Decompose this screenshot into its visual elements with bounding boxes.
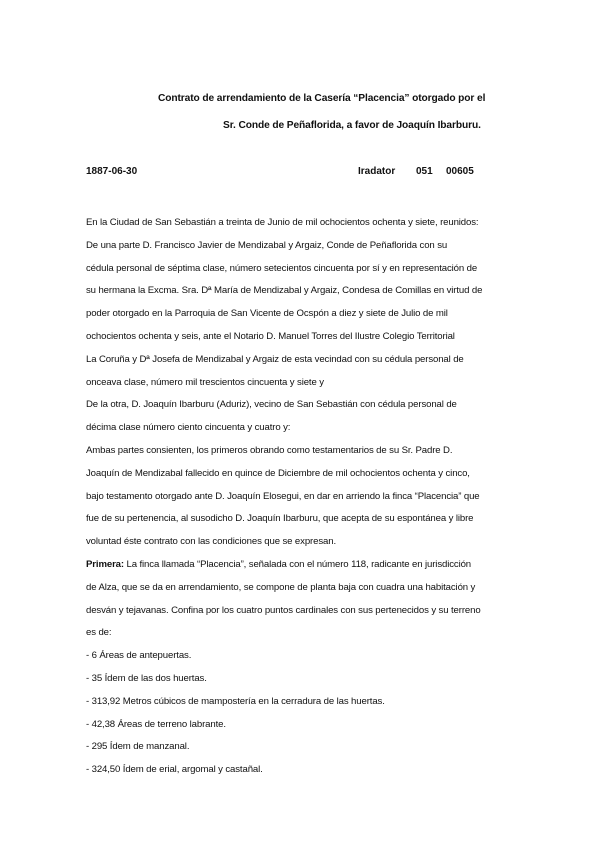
body-line: La Coruña y Dª Josefa de Mendizabal y Argaiz de esta vecindad con su cédula personal de <box>86 353 464 365</box>
body-line: En la Ciudad de San Sebastián a treinta de Junio de mil ochocientos ochenta y siete, reunidos: <box>86 217 479 228</box>
clause-line: es de: <box>86 627 112 639</box>
clause-first-line <box>86 554 526 577</box>
archive-label: Iradator <box>358 166 396 177</box>
body-line: ochocientos ochenta y seis, ante el Notario D. Manuel Torres del Ilustre Colegio Territorial <box>86 330 455 342</box>
list-item: - 42,38 Áreas de terreno labrante. <box>86 718 226 730</box>
archive-code-1: 051 <box>416 166 433 177</box>
list-item: - 6 Áreas de antepuertas. <box>86 650 192 662</box>
title-line-1: Contrato de arrendamiento de la Casería “Placencia” otorgado por el <box>158 93 486 104</box>
body-line: Joaquín de Mendizabal fallecido en quince de Diciembre de mil ochocientos ochenta y cinco, <box>86 467 470 479</box>
list-item: - 35 Ídem de las dos huertas. <box>86 672 207 684</box>
body-line: voluntad éste contrato con las condiciones que se expresan. <box>86 536 336 548</box>
body-line: poder otorgado en la Parroquia de San Vicente de Ocspón a diez y siete de Julio de mil <box>86 308 448 320</box>
list-item: - 324,50 Ídem de erial, argomal y castañal. <box>86 764 263 776</box>
body-line: bajo testamento otorgado ante D. Joaquín Elosegui, en dar en arriendo la finca “Placencia” que <box>86 490 480 502</box>
title-line-2: Sr. Conde de Peñaflorida, a favor de Joaquín Ibarburu. <box>223 120 481 131</box>
document-body <box>86 212 526 782</box>
archive-code-2: 00605 <box>446 166 474 177</box>
clause-first-label: Primera: <box>86 558 124 570</box>
body-line: De la otra, D. Joaquín Ibarburu (Aduriz), vecino de San Sebastián con cédula personal de <box>86 399 457 411</box>
clause-line: desván y tejavanas. Confina por los cuatro puntos cardinales con sus pertenecidos y su terreno <box>86 604 481 616</box>
body-line: su hermana la Excma. Sra. Dª María de Mendizabal y Argaiz, Condesa de Comillas en virtud de <box>86 285 483 297</box>
body-line: Ambas partes consienten, los primeros obrando como testamentarios de su Sr. Padre D. <box>86 444 453 456</box>
document-date: 1887-06-30 <box>86 166 138 177</box>
clause-line: de Alza, que se da en arrendamiento, se compone de planta baja con cuadra una habitación y <box>86 581 476 593</box>
body-line: De una parte D. Francisco Javier de Mendizabal y Argaiz, Conde de Peñaflorida con su <box>86 239 448 251</box>
body-line: fue de su pertenencia, al susodicho D. Joaquín Ibarburu, que acepta de su espontánea y libre <box>86 513 474 525</box>
list-item: - 295 Ídem de manzanal. <box>86 741 190 753</box>
body-line: cédula personal de séptima clase, número setecientos cincuenta por sí y en representación de <box>86 262 478 274</box>
clause-first-text: La finca llamada “Placencia”, señalada con el número 118, radicante en jurisdicción <box>123 558 472 570</box>
list-item: - 313,92 Metros cúbicos de mampostería en la cerradura de las huertas. <box>86 695 385 707</box>
body-line: onceava clase, número mil trescientos cincuenta y siete y <box>86 376 324 388</box>
body-line: décima clase número ciento cincuenta y cuatro y: <box>86 422 291 434</box>
